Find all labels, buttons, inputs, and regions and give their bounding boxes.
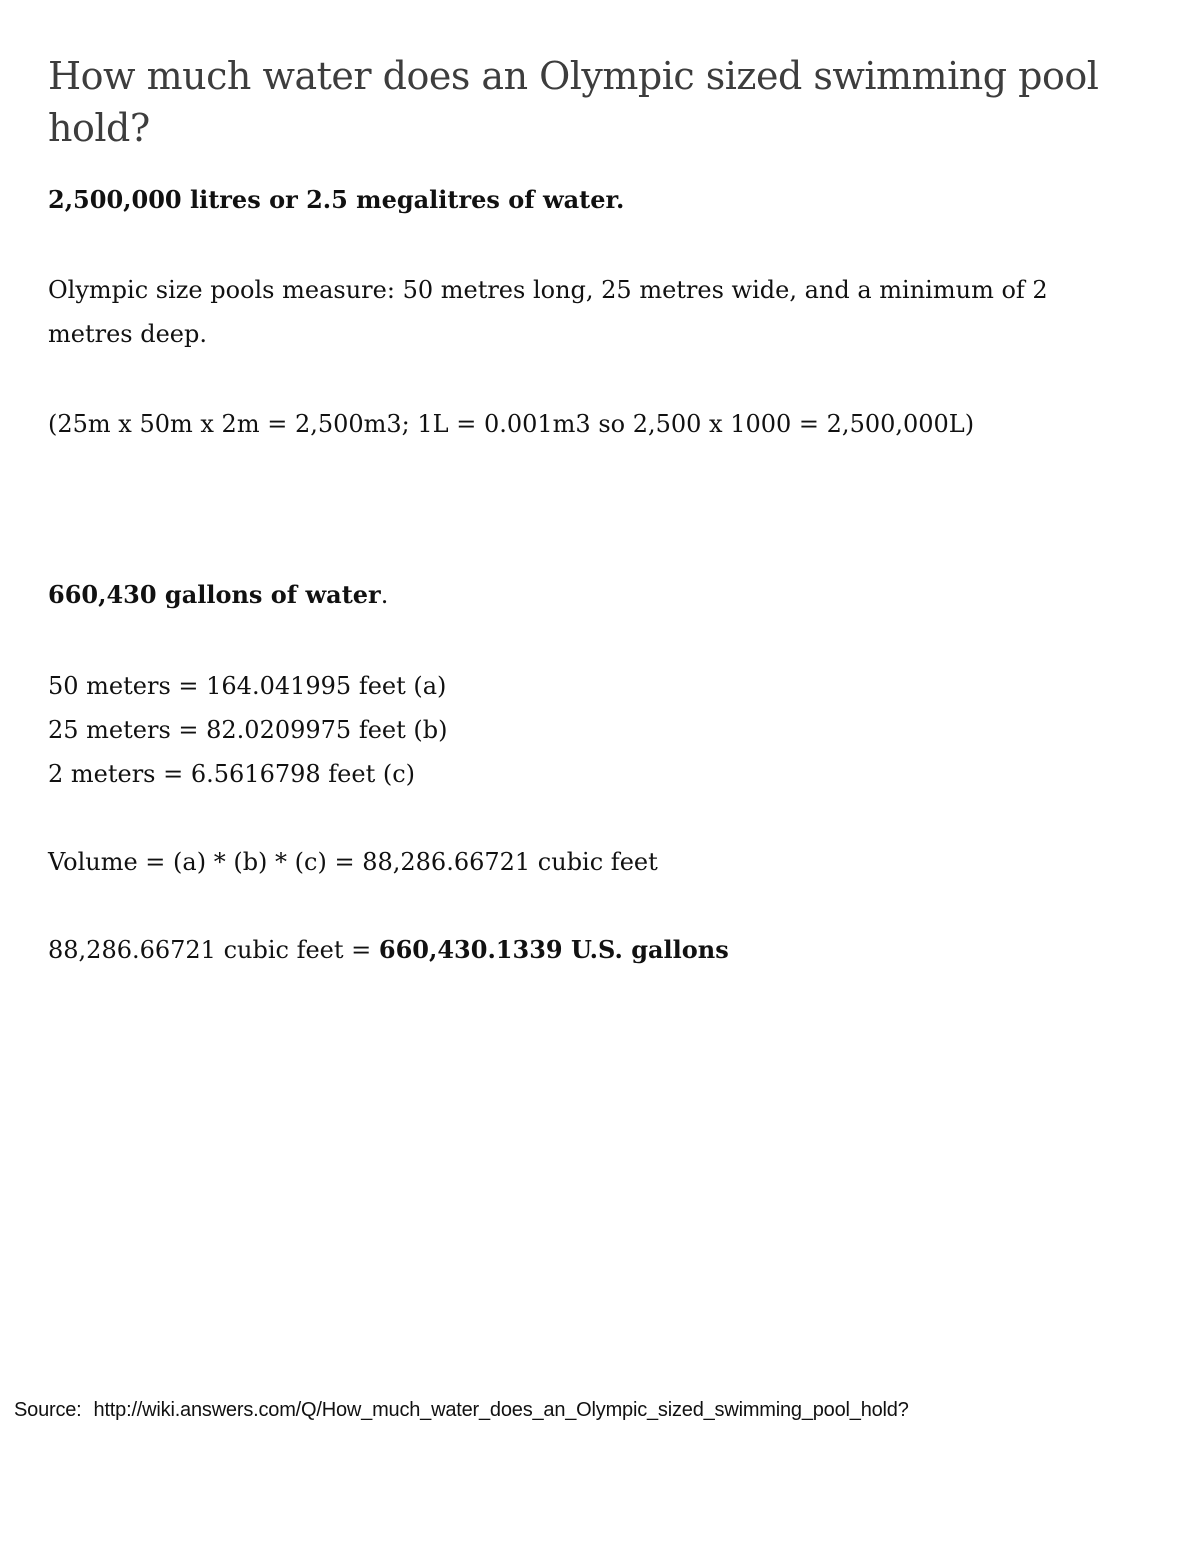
answer-gallons: [48, 580, 388, 610]
gallons-conversion-result: 660,430.1339 U.S. gallons: [378, 935, 729, 964]
source-citation: [14, 1399, 909, 1422]
dimensions-paragraph: Olympic size pools measure: 50 metres long, 25 metres wide, and a minimum of 2 metres deep.: [48, 276, 1048, 348]
metric-calculation: (25m x 50m x 2m = 2,500m3; 1L = 0.001m3 so 2,500 x 1000 = 2,500,000L): [48, 410, 975, 438]
conversion-line-a: 50 meters = 164.041995 feet (a): [48, 672, 447, 700]
gallons-conversion-prefix: 88,286.66721 cubic feet =: [48, 936, 379, 964]
gallons-conversion-line: [48, 928, 729, 972]
answer-gallons-period: .: [380, 581, 389, 609]
document-page: [48, 50, 1158, 964]
conversion-line-b: 25 meters = 82.0209975 feet (b): [48, 716, 448, 744]
answer-gallons-text: 660,430 gallons of water: [48, 580, 381, 609]
conversion-line-c: 2 meters = 6.5616798 feet (c): [48, 760, 416, 788]
source-url[interactable]: http://wiki.answers.com/Q/How_much_water_does_an_Olympic_sized_swimming_pool_hold?: [93, 1399, 909, 1421]
volume-line: Volume = (a) * (b) * (c) = 88,286.66721 cubic feet: [48, 848, 658, 876]
conversions-block: [48, 664, 447, 796]
page-title: How much water does an Olympic sized swimming pool hold?: [48, 54, 1099, 150]
answer-litres: 2,500,000 litres or 2.5 megalitres of water.: [48, 185, 625, 214]
source-label: Source:: [14, 1399, 82, 1421]
